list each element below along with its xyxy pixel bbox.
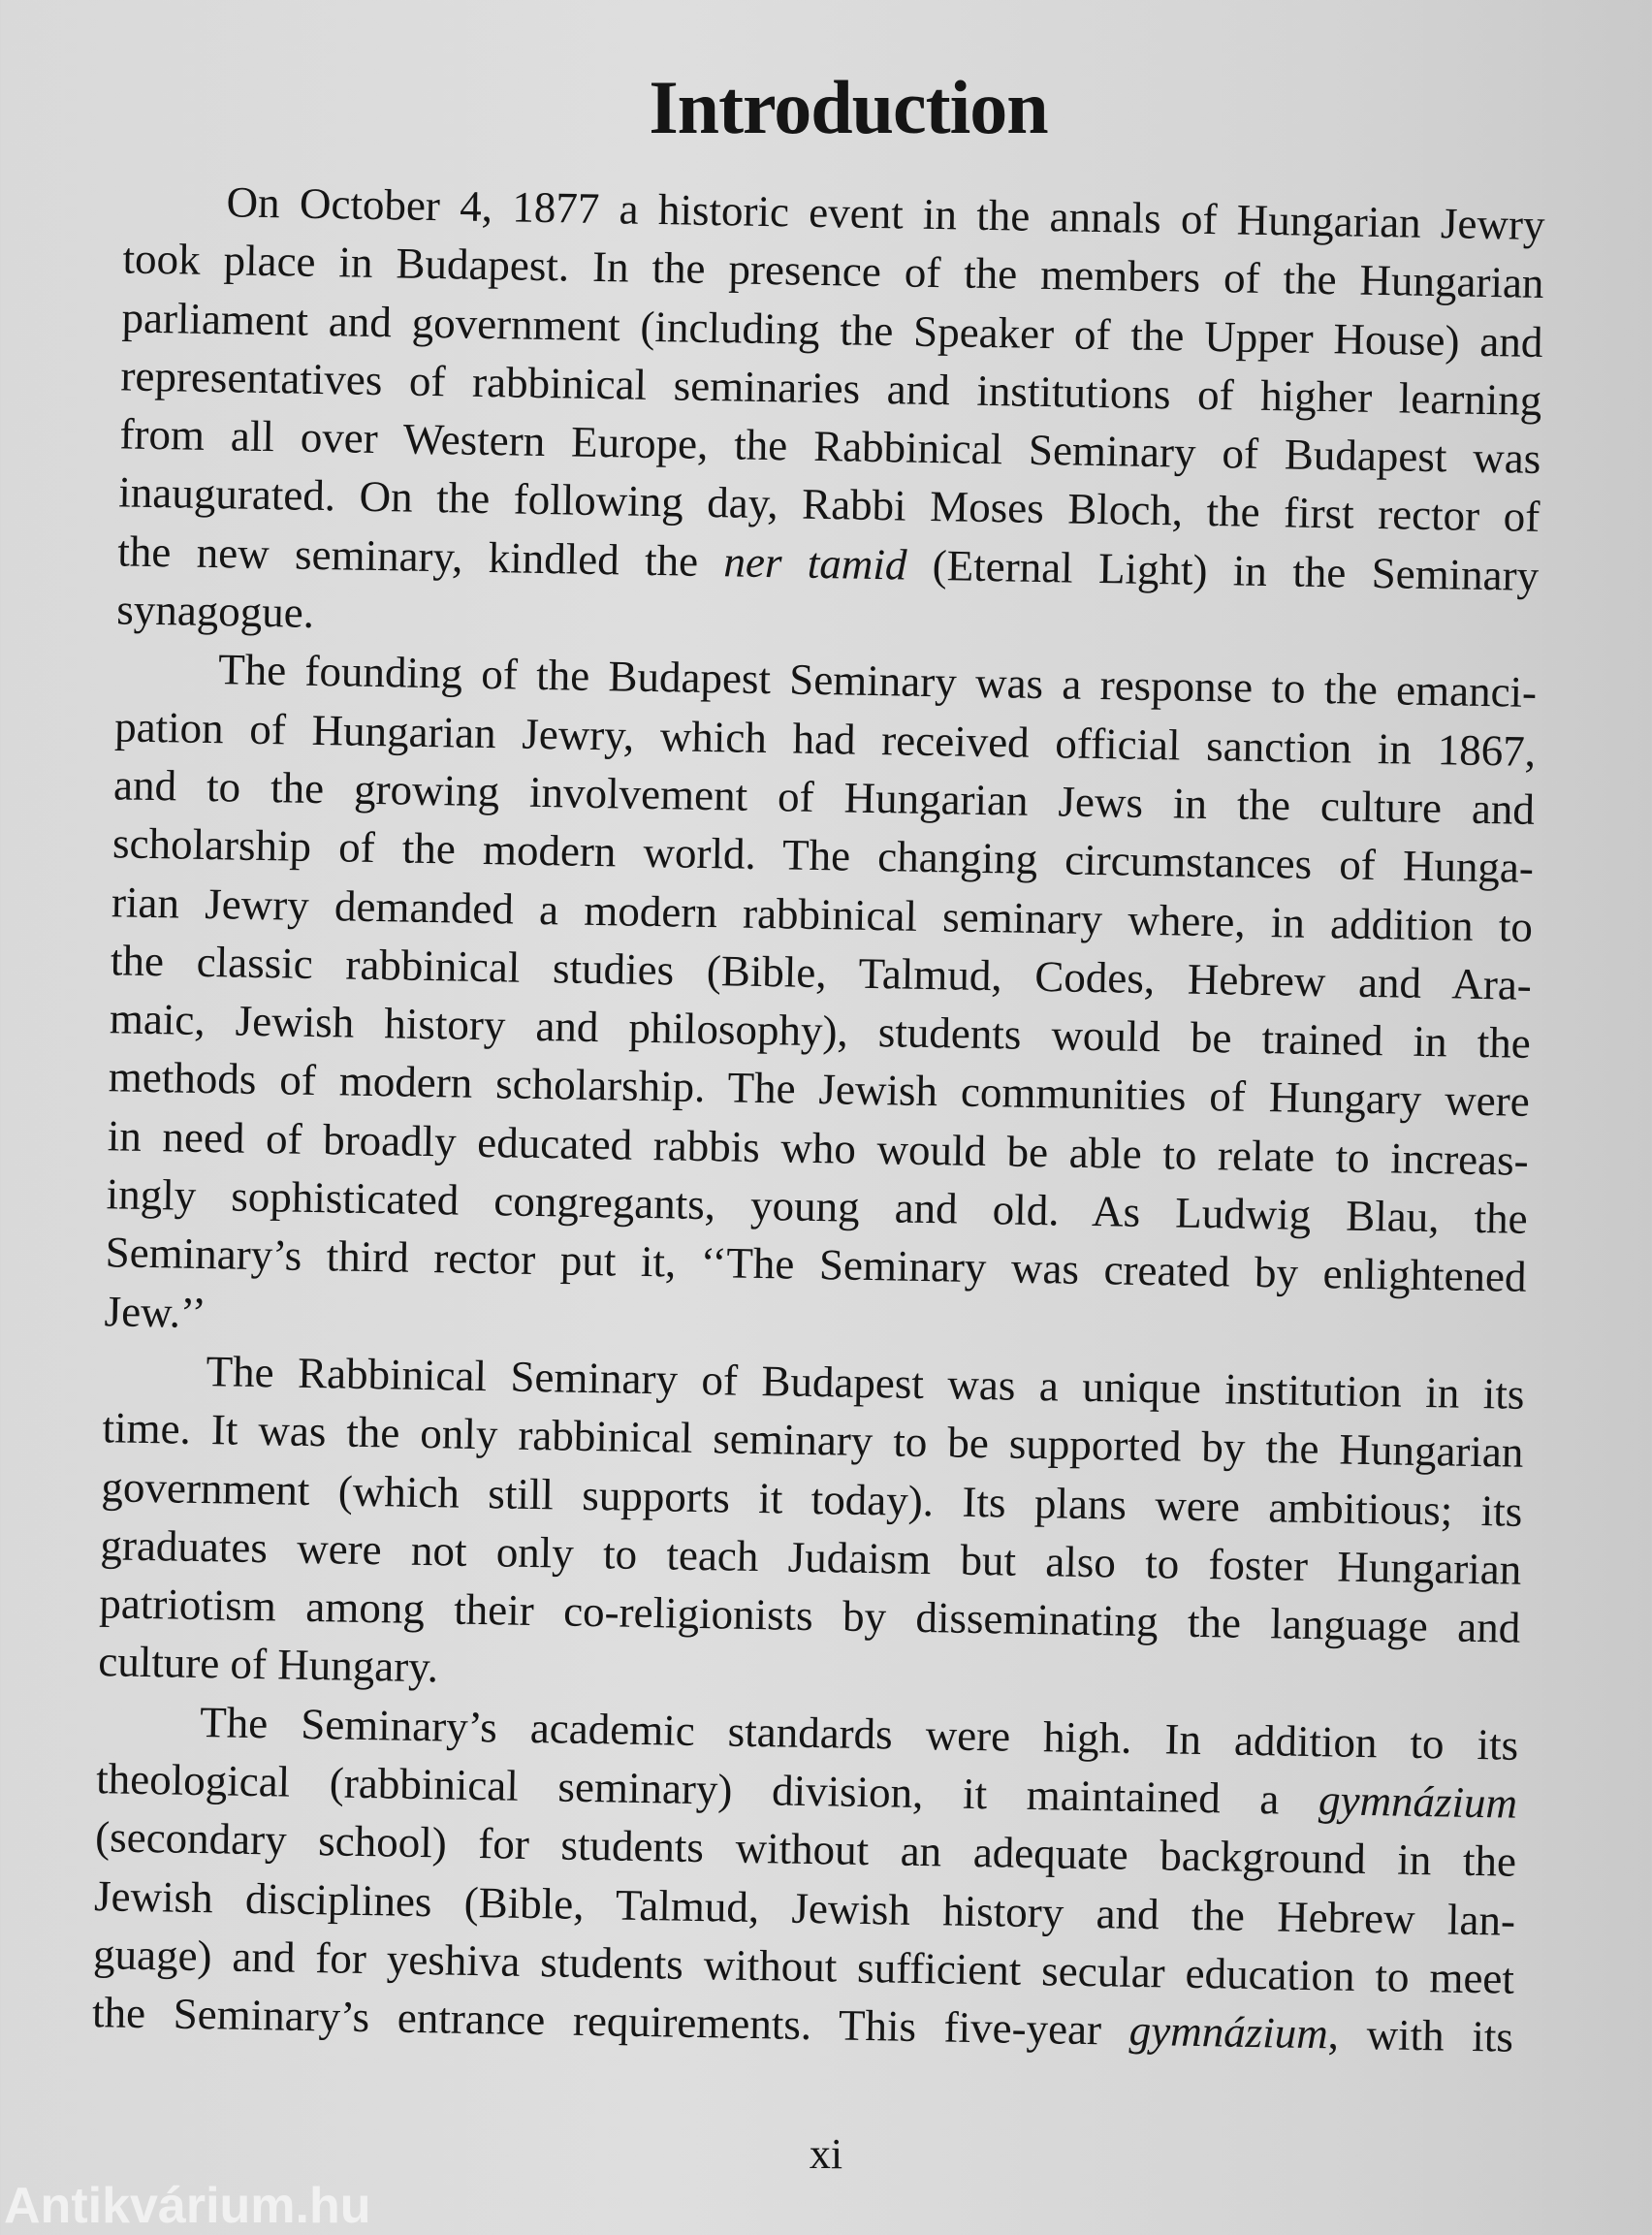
text-segment: and to the growing involvement of Hungarian Jews in the culture and [112, 760, 1536, 834]
text-segment: government (which still supports it today). Its plans were ambitious; its [101, 1461, 1523, 1536]
page-title: Introduction [649, 65, 1048, 150]
text-segment: rian Jewry demanded a modern rabbinical seminary where, in addition to [111, 877, 1534, 951]
text-segment: parliament and government (including the Speaker of the Upper House) and [121, 292, 1543, 367]
text-segment: The founding of the Budapest Seminary was a response to the emanci- [217, 645, 1538, 718]
paragraph [116, 171, 1545, 663]
text-segment: methods of modern scholarship. The Jewish communities of Hungary were [108, 1052, 1531, 1127]
text-segment: theological (rabbinical seminary) division, it maintained a [95, 1754, 1319, 1825]
text-segment: the Seminary’s entrance requirements. This five-year [91, 1988, 1130, 2055]
paragraph [92, 1691, 1519, 2066]
text-segment: guage) and for yeshiva students without sufficient secular education to meet [92, 1930, 1515, 2003]
text-segment: maic, Jewish history and philosophy), students would be trained in the [109, 994, 1532, 1069]
text-segment: culture of Hungary. [97, 1637, 439, 1692]
page-number: xi [809, 2130, 843, 2178]
text-segment: The Seminary’s academic standards were high. In addition to its [199, 1697, 1519, 1770]
text-segment: pation of Hungarian Jewry, which had received official sanction in 1867, [113, 702, 1537, 776]
text-segment: Jew.’’ [104, 1286, 207, 1337]
text-segment: synagogue. [115, 585, 315, 637]
text-segment: , with its [1327, 2009, 1514, 2061]
text-segment: ingly sophisticated congregants, young and old. As Ludwig Blau, the [106, 1169, 1529, 1243]
text-segment: graduates were not only to teach Judaism but also to foster Hungarian [100, 1520, 1522, 1594]
text-segment: (Eternal Light) in the Seminary [905, 540, 1540, 600]
text-segment: representatives of rabbinical seminaries and institutions of higher learning [120, 351, 1542, 425]
text-segment: scholarship of the modern world. The changing circumstances of Hunga- [111, 818, 1535, 893]
text-segment: time. It was the only rabbinical seminary to be supported by the Hungarian [102, 1403, 1524, 1478]
watermark: Antikvárium.hu [4, 2178, 371, 2234]
text-segment: from all over Western Europe, the Rabbinical Seminary of Budapest was [119, 409, 1541, 484]
text-segment: in need of broadly educated rabbis who would be able to relate to increas- [107, 1111, 1530, 1185]
paragraph [98, 1340, 1525, 1715]
italic-text: ner tamid [723, 537, 907, 590]
text-segment: inaugurated. On the following day, Rabbi Moses Bloch, the first rector of [118, 467, 1541, 542]
text-segment: (secondary school) for students without an adequate background in the [94, 1812, 1517, 1887]
text-segment: took place in Budapest. In the presence of the members of the Hungarian [122, 234, 1544, 308]
text-segment: Seminary’s third rector put it, ‘‘The Seminary was created by enlightened [105, 1228, 1527, 1302]
text-segment: patriotism among their co-religionists by disseminating the language and [99, 1579, 1521, 1652]
text-segment: the new seminary, kindled the [116, 527, 724, 587]
body-text [92, 171, 1545, 2066]
text-segment: The Rabbinical Seminary of Budapest was a unique institution in its [206, 1347, 1525, 1419]
italic-text: gymnázium [1318, 1775, 1518, 1828]
italic-text: gymnázium [1128, 2006, 1329, 2059]
text-segment: the classic rabbinical studies (Bible, Talmud, Codes, Hebrew and Ara- [110, 936, 1533, 1009]
text-segment: On October 4, 1877 a historic event in the annals of Hungarian Jewry [226, 177, 1545, 249]
paragraph [104, 639, 1537, 1365]
text-segment: Jewish disciplines (Bible, Talmud, Jewish history and the Hebrew lan- [93, 1870, 1516, 1945]
